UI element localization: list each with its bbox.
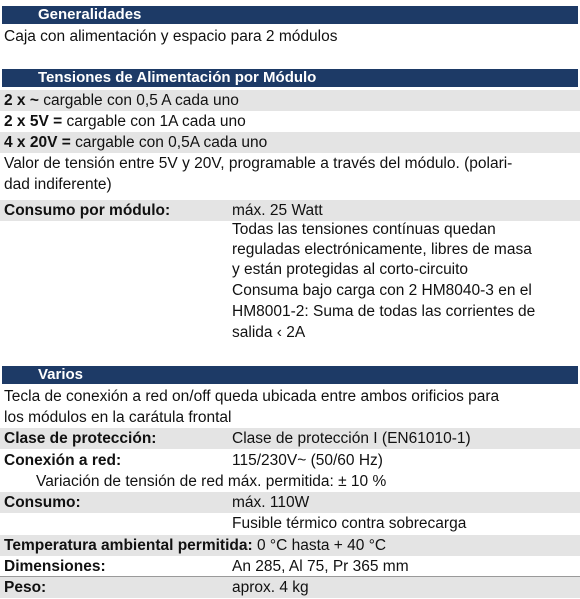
consumo-label: Consumo:: [4, 494, 81, 511]
temperatura-row: [0, 535, 580, 556]
consumo-modulo-value-4: y están protegidas al corto-circuito: [232, 261, 469, 278]
dimensiones-row: [0, 556, 580, 577]
peso-row: [0, 577, 580, 598]
conexion-value: 115/230V~ (50/60 Hz): [232, 452, 383, 469]
consumo-modulo-value-2: Todas las tensiones contínuas quedan: [232, 221, 496, 238]
conexion-label: Conexión a red:: [4, 452, 122, 469]
proteccion-row: [0, 428, 580, 449]
proteccion-label: Clase de protección:: [4, 430, 157, 447]
section-header-varios: Varios: [2, 366, 578, 384]
consumo-modulo-value-7: salida ‹ 2A: [232, 324, 306, 341]
tension-line-2-rest: cargable con 1A cada uno: [62, 113, 246, 130]
tension-line-2: [0, 111, 580, 132]
peso-value: aprox. 4 kg: [232, 579, 309, 596]
consumo-modulo-row-3: [0, 239, 580, 260]
tension-line-1-rest: cargable con 0,5 A cada uno: [38, 92, 239, 109]
consumo-modulo-row-7: [0, 322, 580, 343]
tension-line-3-rest: cargable con 0,5A cada uno: [70, 134, 268, 151]
temperatura-value: 0 °C hasta + 40 °C: [252, 537, 387, 554]
tension-line-1: [0, 90, 580, 111]
proteccion-value: Clase de protección I (EN61010-1): [232, 430, 471, 447]
generalidades-text: Caja con alimentación y espacio para 2 módulos: [4, 28, 338, 45]
tension-line-3: [0, 132, 580, 153]
section-header-generalidades: Generalidades: [2, 6, 578, 24]
consumo-row: [0, 492, 580, 513]
tension-line-1-bold: 2 x ~: [4, 92, 39, 109]
consumo-modulo-value-6: HM8001-2: Suma de todas las corrientes de: [232, 303, 536, 320]
consumo-value-1: máx. 110W: [232, 494, 310, 511]
temperatura-label: Temperatura ambiental permitida:: [4, 537, 253, 554]
consumo-row-2: [0, 513, 580, 534]
variacion-row: Variación de tensión de red máx. permitida: ± 10 %: [36, 473, 387, 490]
consumo-modulo-value-5: Consuma bajo carga con 2 HM8040-3 en el: [232, 282, 532, 299]
consumo-modulo-label: Consumo por módulo:: [4, 202, 171, 219]
consumo-modulo-row: [0, 200, 580, 221]
varios-intro-line-2: los módulos en la carátula frontal: [4, 409, 232, 426]
dimensiones-label: Dimensiones:: [4, 558, 106, 575]
section-header-tensiones: Tensiones de Alimentación por Módulo: [2, 69, 578, 87]
consumo-value-2: Fusible térmico contra sobrecarga: [232, 515, 467, 532]
consumo-modulo-row-5: [0, 280, 580, 301]
conexion-row: [0, 450, 580, 471]
consumo-modulo-row-4: [0, 259, 580, 280]
tension-line-2-bold: 2 x 5V =: [4, 113, 63, 130]
consumo-modulo-row-6: [0, 301, 580, 322]
dimensiones-value: An 285, Al 75, Pr 365 mm: [232, 558, 409, 575]
consumo-modulo-value-1: máx. 25 Watt: [232, 202, 323, 219]
tension-note-line-1: Valor de tensión entre 5V y 20V, programable a través del módulo. (polari-: [4, 155, 513, 172]
peso-label: Peso:: [4, 579, 47, 596]
consumo-modulo-row-2: [0, 219, 580, 240]
consumo-modulo-value-3: reguladas electrónicamente, libres de masa: [232, 241, 532, 258]
varios-intro-line-1: Tecla de conexión a red on/off queda ubicada entre ambos orificios para: [4, 388, 500, 405]
tension-note-line-2: dad indiferente): [4, 176, 112, 193]
tension-line-3-bold: 4 x 20V =: [4, 134, 71, 151]
